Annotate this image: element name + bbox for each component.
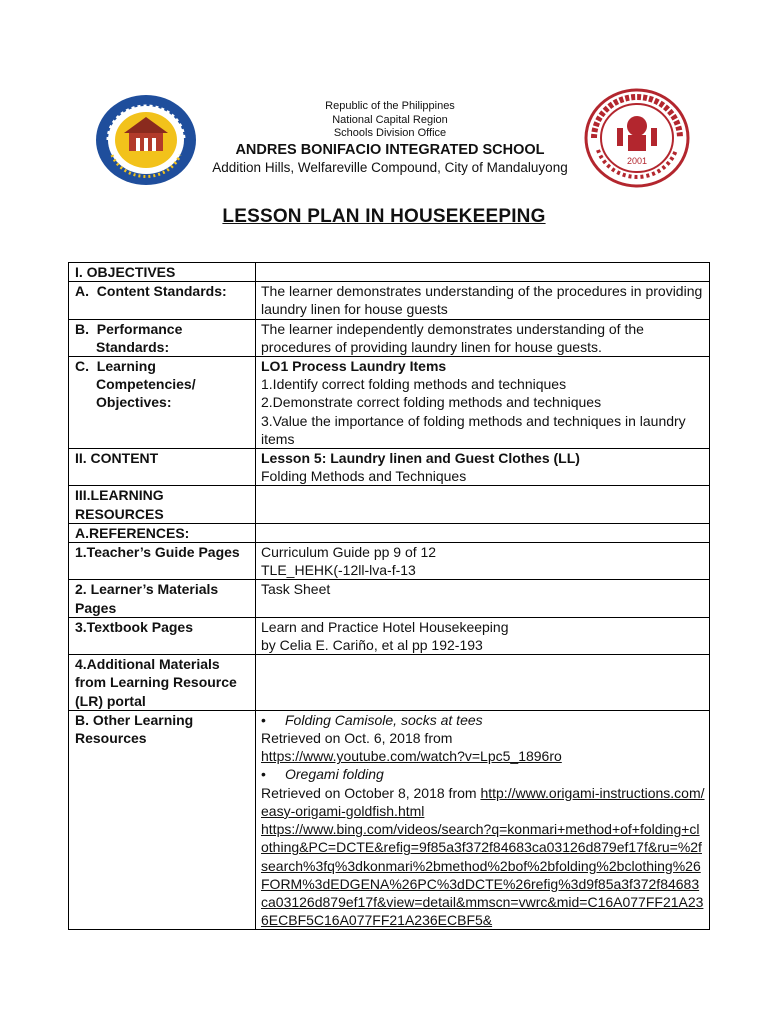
header-text-block — [200, 100, 580, 176]
bullet-icon: • — [261, 711, 266, 728]
additional-materials-label: 4.Additional Materials from Learning Resource (LR) portal — [69, 655, 256, 711]
references-label: A.REFERENCES: — [69, 523, 256, 542]
table-row — [69, 543, 710, 580]
competencies-label: C. Learning Competencies/ Objectives: — [69, 357, 256, 449]
lesson-plan-title: LESSON PLAN IN HOUSEKEEPING — [222, 206, 546, 227]
resource-bullet: • Folding Camisole, socks at tees — [261, 711, 483, 728]
school-address: Addition Hills, Welfareville Compound, City of Mandaluyong — [212, 159, 568, 175]
teachers-guide-label: 1.Teacher’s Guide Pages — [69, 543, 256, 580]
bing-video-link[interactable]: https://www.bing.com/videos/search?q=konmari+method+of+folding+clothing&PC=DCTE&refig=9f85a3f372f84683ca03126d879ef17f&ru=%2fsearch%3fq%3dkonmari%2bmethod%2bof%2bfolding%2bclothing%26FORM%3dEDGENA%26PC%3dDCTE%26refig%3d9f85a3f372f84683ca03126d879ef17f&view=detail&mmscn=vwrc&mid=C16A077FF21A236ECBF5C16A077FF21A236ECBF5& — [261, 821, 704, 929]
school-seal-icon — [584, 88, 690, 188]
table-row — [69, 263, 710, 282]
competency-heading: LO1 Process Laundry Items — [261, 358, 447, 375]
division-seal-icon — [94, 93, 198, 187]
performance-standards-value: The learner independently demonstrates understanding of the procedures of providing laundry linen for house guests. — [256, 319, 710, 356]
other-resources-value — [256, 710, 710, 929]
table-row — [69, 319, 710, 356]
schools-division-office-seal — [94, 93, 198, 187]
competency-item: 3.Value the importance of folding methods and techniques in laundry items — [261, 412, 686, 447]
lesson-heading: Lesson 5: Laundry linen and Guest Clothes (LL) — [261, 450, 580, 467]
other-resources-label: B. Other Learning Resources — [69, 710, 256, 929]
competencies-value — [256, 357, 710, 449]
learners-materials-label: 2. Learner’s Materials Pages — [69, 580, 256, 617]
seal-year: 2001 — [626, 156, 648, 166]
objectives-label: I. OBJECTIVES — [69, 263, 256, 282]
learning-resources-value — [256, 486, 710, 523]
youtube-link[interactable]: https://www.youtube.com/watch?v=Lpc5_1896ro — [261, 748, 562, 765]
table-row — [69, 357, 710, 449]
retrieved-with-link — [261, 784, 705, 820]
republic-line: Republic of the Philippines — [325, 100, 455, 112]
table-row — [69, 710, 710, 929]
table-row — [69, 486, 710, 523]
textbook-value: Learn and Practice Hotel Housekeeping by Celia E. Cariño, et al pp 192-193 — [256, 617, 710, 654]
table-row — [69, 617, 710, 654]
table-row — [69, 282, 710, 319]
origami-link[interactable]: http://www.origami-instructions.com/easy-origami-goldfish.html — [261, 784, 705, 819]
retrieved-text: Retrieved on Oct. 6, 2018 from — [261, 730, 453, 747]
additional-materials-value — [256, 655, 710, 711]
content-label: II. CONTENT — [69, 449, 256, 486]
resource-bullet: • Oregami folding — [261, 766, 384, 783]
division-line: Schools Division Office — [333, 127, 447, 139]
school-seal — [584, 88, 690, 188]
document-header — [0, 0, 768, 200]
learning-resources-label: III.LEARNING RESOURCES — [69, 486, 256, 523]
objectives-value — [256, 263, 710, 282]
table-row — [69, 580, 710, 617]
bullet-icon: • — [261, 766, 266, 783]
content-value — [256, 449, 710, 486]
competency-item: 2.Demonstrate correct folding methods and techniques — [261, 394, 602, 411]
textbook-label: 3.Textbook Pages — [69, 617, 256, 654]
content-standards-value: The learner demonstrates understanding of the procedures in providing laundry linen for house guests — [256, 282, 710, 319]
lesson-subtitle: Folding Methods and Techniques — [261, 468, 467, 485]
table-row — [69, 655, 710, 711]
lesson-plan-table — [68, 262, 710, 930]
teachers-guide-value: Curriculum Guide pp 9 of 12 TLE_HEHK(-12ll-lva-f-13 — [256, 543, 710, 580]
competency-item: 1.Identify correct folding methods and techniques — [261, 376, 567, 393]
content-standards-label: A. Content Standards: — [69, 282, 256, 319]
school-name: ANDRES BONIFACIO INTEGRATED SCHOOL — [235, 141, 545, 158]
retrieved-text: Retrieved on October 8, 2018 from — [261, 784, 481, 801]
table-row — [69, 449, 710, 486]
region-line: National Capital Region — [332, 113, 448, 126]
learners-materials-value: Task Sheet — [256, 580, 710, 617]
table-row — [69, 523, 710, 542]
references-value — [256, 523, 710, 542]
performance-standards-label: B. Performance Standards: — [69, 319, 256, 356]
